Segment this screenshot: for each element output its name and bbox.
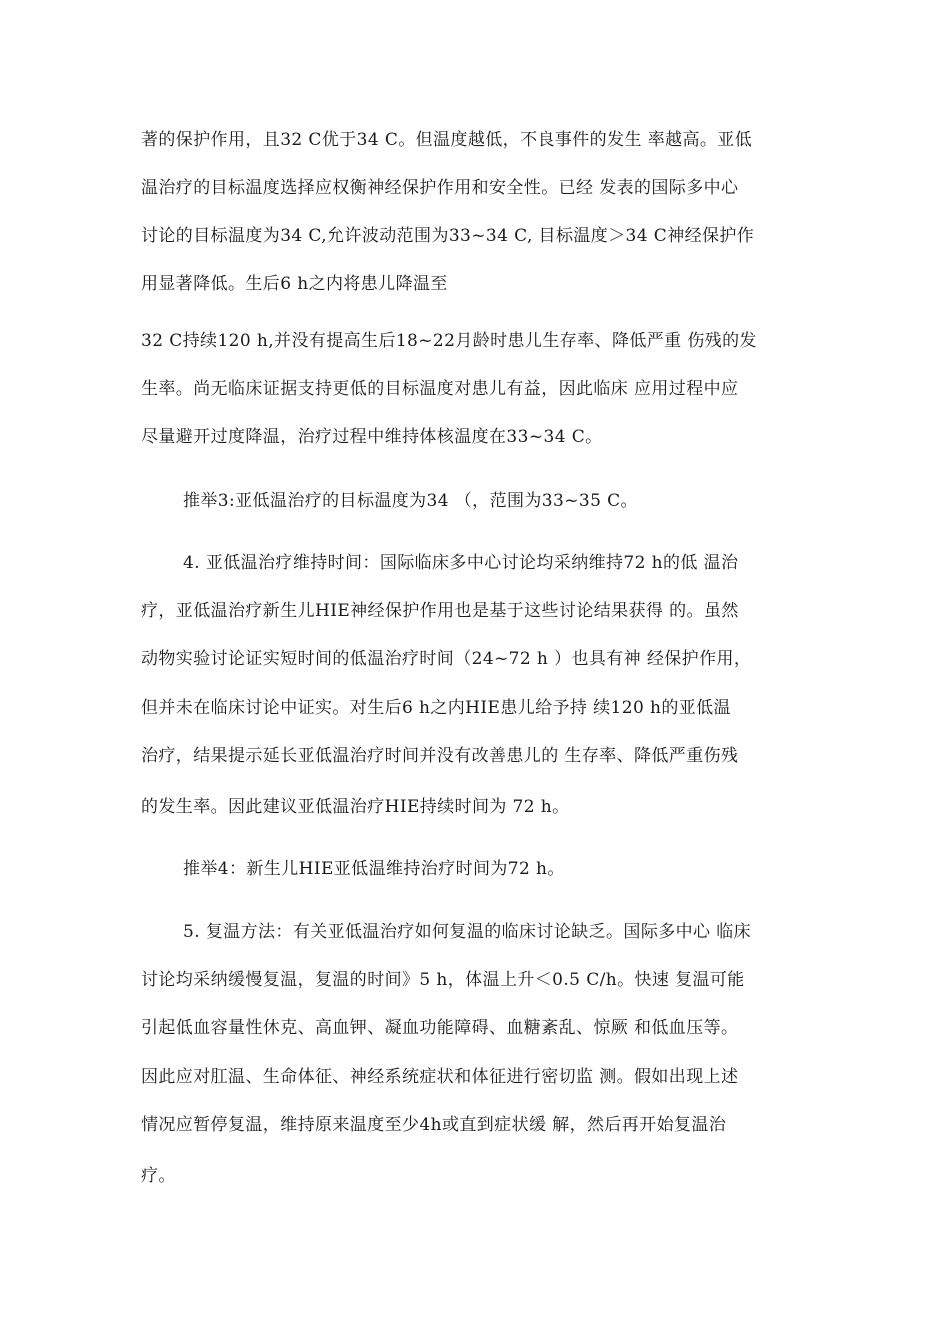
text-line: 因此应对肛温、生命体征、神经系统症状和体征进行密切监 测。假如出现上述 [141,1067,739,1087]
text-line: 用显著降低。生后6 h之内将患儿降温至 [141,274,448,294]
text-line: 32 C持续120 h,并没有提高生后18~22月龄时患儿生存率、降低严重 伤残的发 [141,331,757,351]
text-line: 但并未在临床讨论中证实。对生后6 h之内HIE患儿给予持 续120 h的亚低温 [141,698,731,718]
text-line: 疗。 [141,1166,176,1186]
text-line: 温治疗的目标温度选择应权衡神经保护作用和安全性。已经 发表的国际多中心 [141,178,739,198]
text-line: 疗，亚低温治疗新生儿HIE神经保护作用也是基于这些讨论结果获得 的。虽然 [141,601,739,621]
recommendation-4: 推举4：新生儿HIE亚低温维持治疗时间为72 h。 [183,859,565,879]
text-line: 尽量避开过度降温，治疗过程中维持体核温度在33~34 C。 [141,427,603,447]
text-line: 引起低血容量性休克、高血钾、凝血功能障碍、血糖紊乱、惊厥 和低血压等。 [141,1018,739,1038]
text-line: 动物实验讨论证实短时间的低温治疗时间（24~72 h ）也具有神 经保护作用， [141,649,752,669]
section-4-heading-line: 4. 亚低温治疗维持时间：国际临床多中心讨论均采纳维持72 h的低 温治 [183,553,739,573]
text-line: 讨论均采纳缓慢复温，复温的时间》5 h，体温上升＜0.5 C/h。快速 复温可能 [141,970,745,990]
text-line: 著的保护作用，且32 C优于34 C。但温度越低，不良事件的发生 率越高。亚低 [141,130,753,150]
text-line: 生率。尚无临床证据支持更低的目标温度对患儿有益，因此临床 应用过程中应 [141,379,739,399]
section-5-heading-line: 5. 复温方法：有关亚低温治疗如何复温的临床讨论缺乏。国际多中心 临床 [183,922,752,942]
text-line: 讨论的目标温度为34 C,允许波动范围为33~34 C, 目标温度＞34 C神经保护作 [141,226,755,246]
text-line: 情况应暂停复温，维持原来温度至少4h或直到症状缓 解，然后再开始复温治 [141,1115,727,1135]
text-line: 治疗，结果提示延长亚低温治疗时间并没有改善患儿的 生存率、降低严重伤残 [141,746,739,766]
text-line: 的发生率。因此建议亚低温治疗HIE持续时间为 72 h。 [141,797,570,817]
recommendation-3: 推举3:亚低温治疗的目标温度为34 （，范围为33~35 C。 [183,491,638,511]
